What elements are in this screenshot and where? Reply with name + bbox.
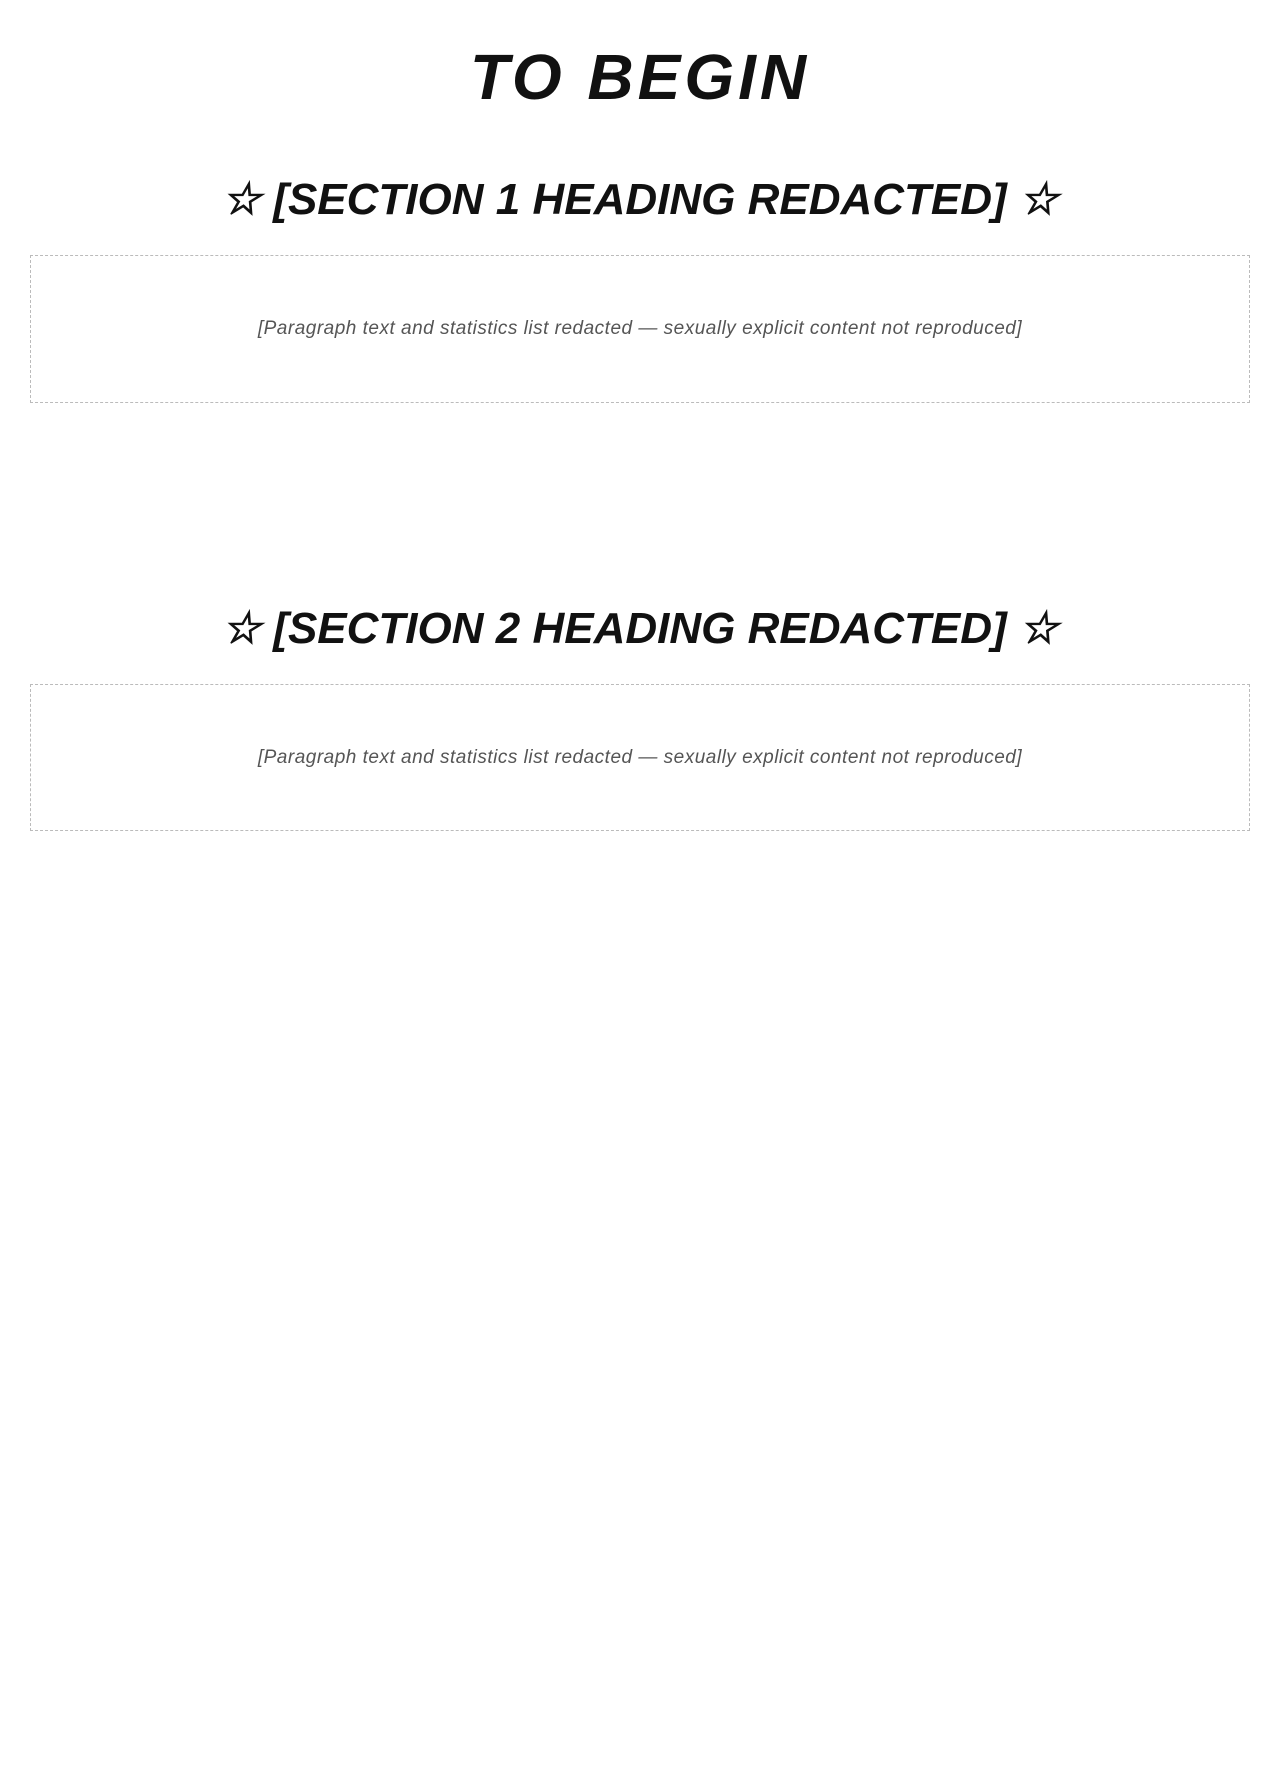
- section-body-1: [Paragraph text and statistics list redacted — sexually explicit content not reproduced]: [30, 255, 1250, 403]
- section-heading-2: ☆ [SECTION 2 HEADING REDACTED] ☆: [221, 603, 1059, 653]
- section-heading-1: ☆ [SECTION 1 HEADING REDACTED] ☆: [221, 175, 1059, 224]
- page-title: TO BEGIN: [469, 41, 811, 113]
- section-gap: [20, 443, 1260, 563]
- section-body-2: [Paragraph text and statistics list redacted — sexually explicit content not reproduced]: [30, 684, 1250, 832]
